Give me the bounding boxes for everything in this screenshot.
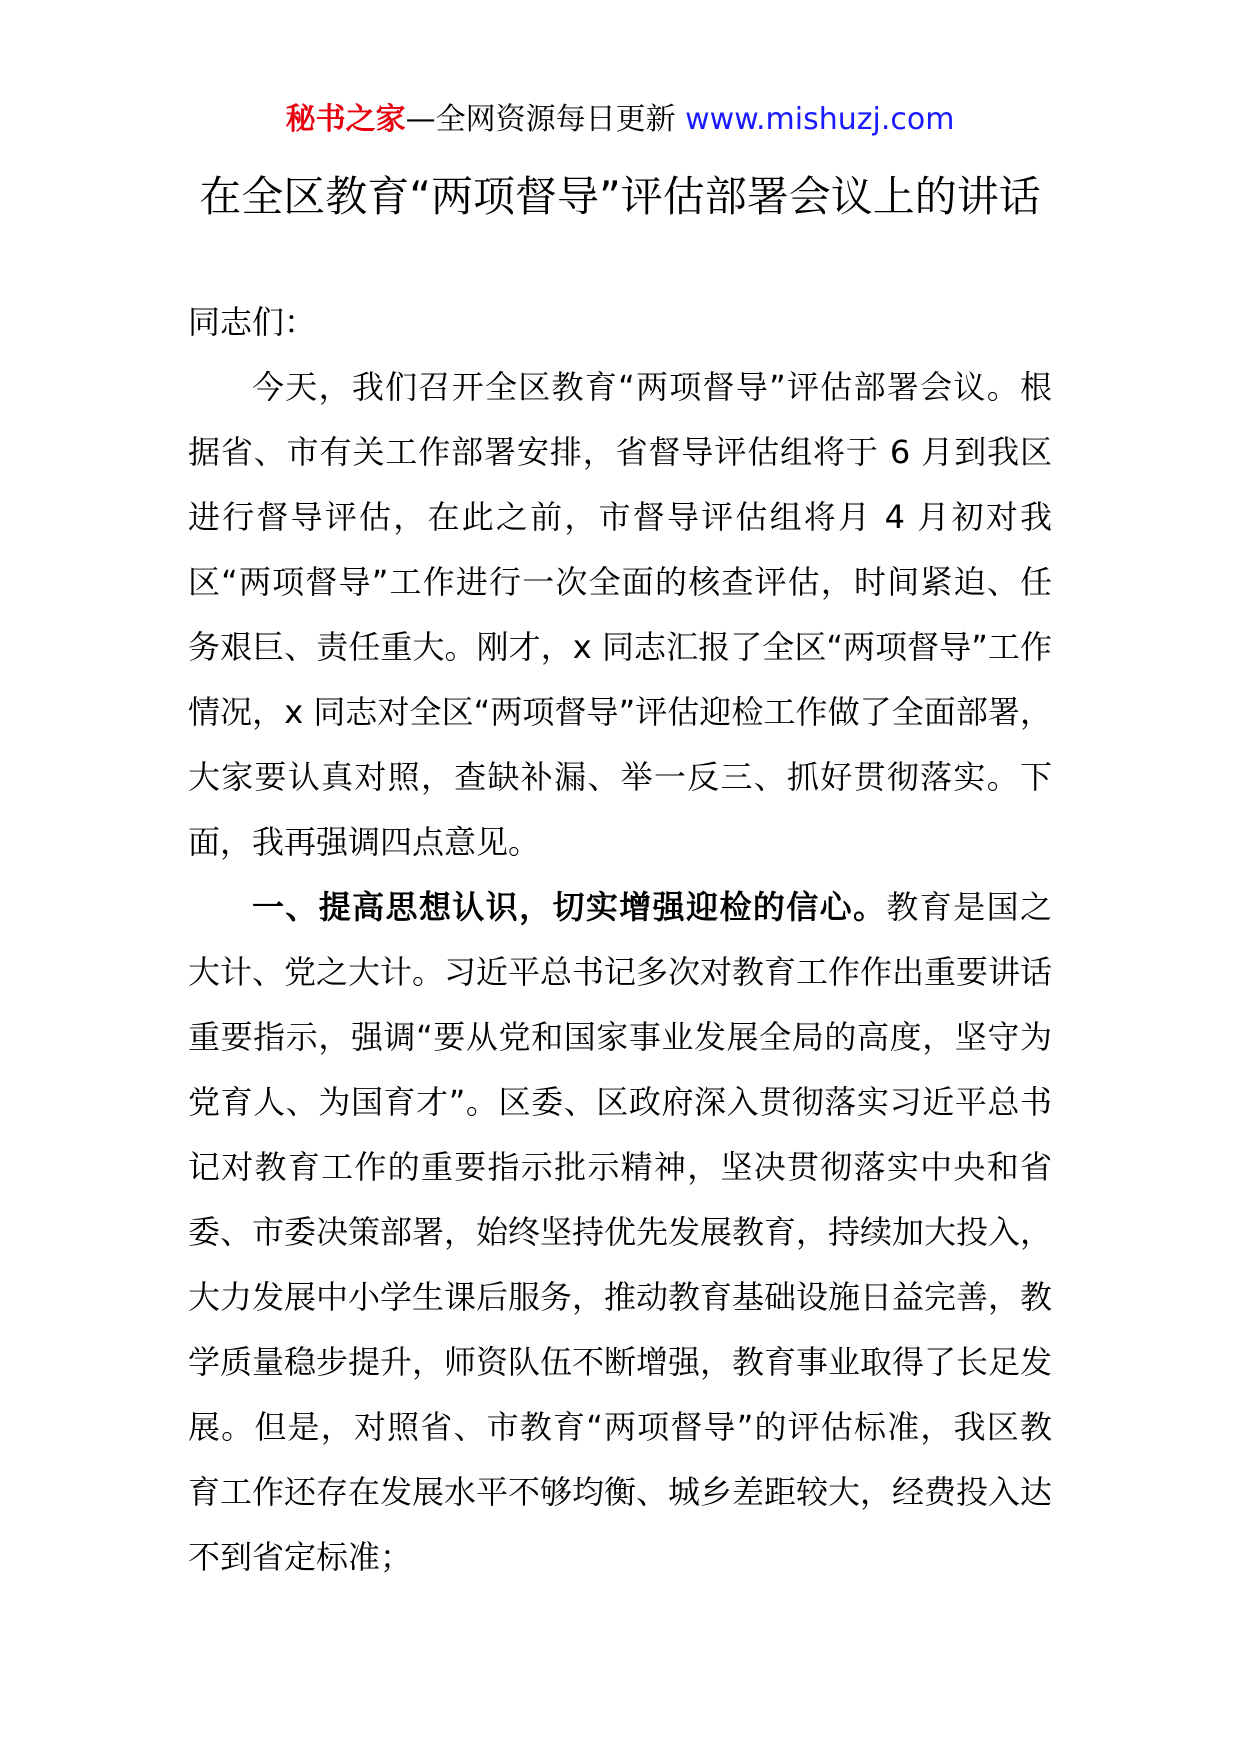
document-body [188, 290, 1052, 1590]
site-brand: 秘书之家 [285, 102, 406, 137]
paragraph-section-1 [188, 875, 1052, 1590]
section-1-body: 教育是国之大计、党之大计。习近平总书记多次对教育工作作出重要讲话重要指示，强调“要从党和国家事业发展全局的高度，坚守为党育人、为国育才”。区委、区政府深入贯彻落实习近平总书记对教育工作的重要指示批示精神，坚决贯彻落实中央和省委、市委决策部署，始终坚持优先发展教育，持续加大投入，大力发展中小学生课后服务，推动教育基础设施日益完善，教学质量稳步提升，师资队伍不断增强，教育事业取得了长足发展。但是，对照省、市教育“两项督导”的评估标准，我区教育工作还存在发展水平不够均衡、城乡差距较大，经费投入达不到省定标准； [188, 888, 1053, 1576]
section-1-heading: 一、提高思想认识，切实增强迎检的信心。 [252, 888, 887, 926]
site-url-link[interactable]: www.mishuzj.com [685, 102, 955, 137]
salutation: 同志们： [188, 303, 317, 341]
paragraph-intro: 今天，我们召开全区教育“两项督导”评估部署会议。根据省、市有关工作部署安排，省督导评估组将于 6 月到我区进行督导评估，在此之前，市督导评估组将月 4 月初对我区“两项督导”工作进行一次全面的核查评估，时间紧迫、任务艰巨、责任重大。刚才，x 同志汇报了全区“两项督导”工作情况，x 同志对全区“两项督导”评估迎检工作做了全面部署，大家要认真对照，查缺补漏、举一反三、抓好贯彻落实。下面，我再强调四点意见。 [188, 368, 1052, 861]
site-slogan: —全网资源每日更新 [405, 102, 686, 137]
site-header [0, 100, 1240, 140]
document-title: 在全区教育“两项督导”评估部署会议上的讲话 [199, 172, 1041, 221]
